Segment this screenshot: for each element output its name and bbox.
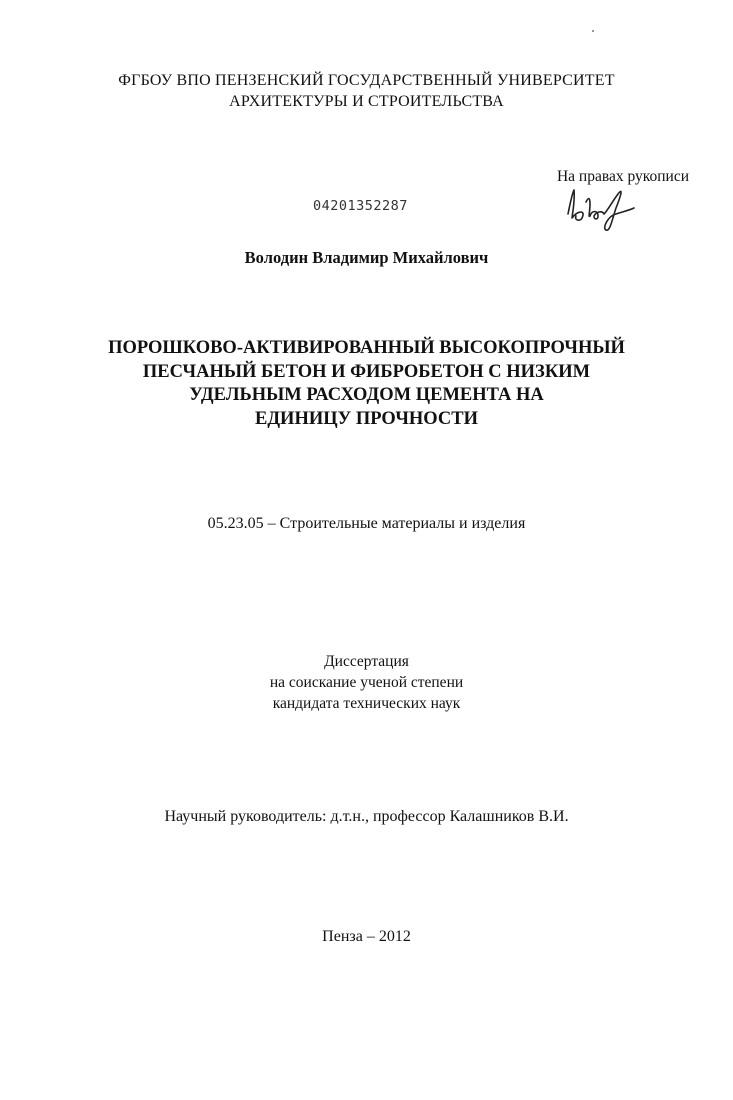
signature [560,180,650,236]
author-name: Володин Владимир Михайлович [244,248,489,267]
university-line-2: АРХИТЕКТУРЫ И СТРОИТЕЛЬСТВА [229,93,504,110]
title-line: ПОРОШКОВО-АКТИВИРОВАННЫЙ ВЫСОКОПРОЧНЫЙ [108,338,625,358]
signature-stroke [568,190,634,230]
manuscript-rights-note: На правах рукописи [556,168,689,185]
document-code: 04201352287 [313,198,408,214]
degree-line: кандидата технических наук [272,695,461,712]
university-header [0,70,733,112]
scan-speck [592,30,594,32]
city-year: Пенза – 2012 [322,928,411,945]
dissertation-title [0,337,733,431]
degree-line: на соискание ученой степени [269,674,464,691]
degree-statement [0,651,733,714]
title-line: ПЕСЧАНЫЙ БЕТОН И ФИБРОБЕТОН С НИЗКИМ [142,361,591,382]
title-line: УДЕЛЬНЫМ РАСХОДОМ ЦЕМЕНТА НА [189,385,544,405]
university-line-1: ФГБОУ ВПО ПЕНЗЕНСКИЙ ГОСУДАРСТВЕННЫЙ УНИВЕРСИТЕТ [118,72,615,89]
degree-line: Диссертация [324,653,409,670]
specialty-code: 05.23.05 – Строительные материалы и изделия [207,515,526,532]
scientific-supervisor: Научный руководитель: д.т.н., профессор Калашников В.И. [164,808,569,825]
title-line: ЕДИНИЦУ ПРОЧНОСТИ [254,408,478,429]
